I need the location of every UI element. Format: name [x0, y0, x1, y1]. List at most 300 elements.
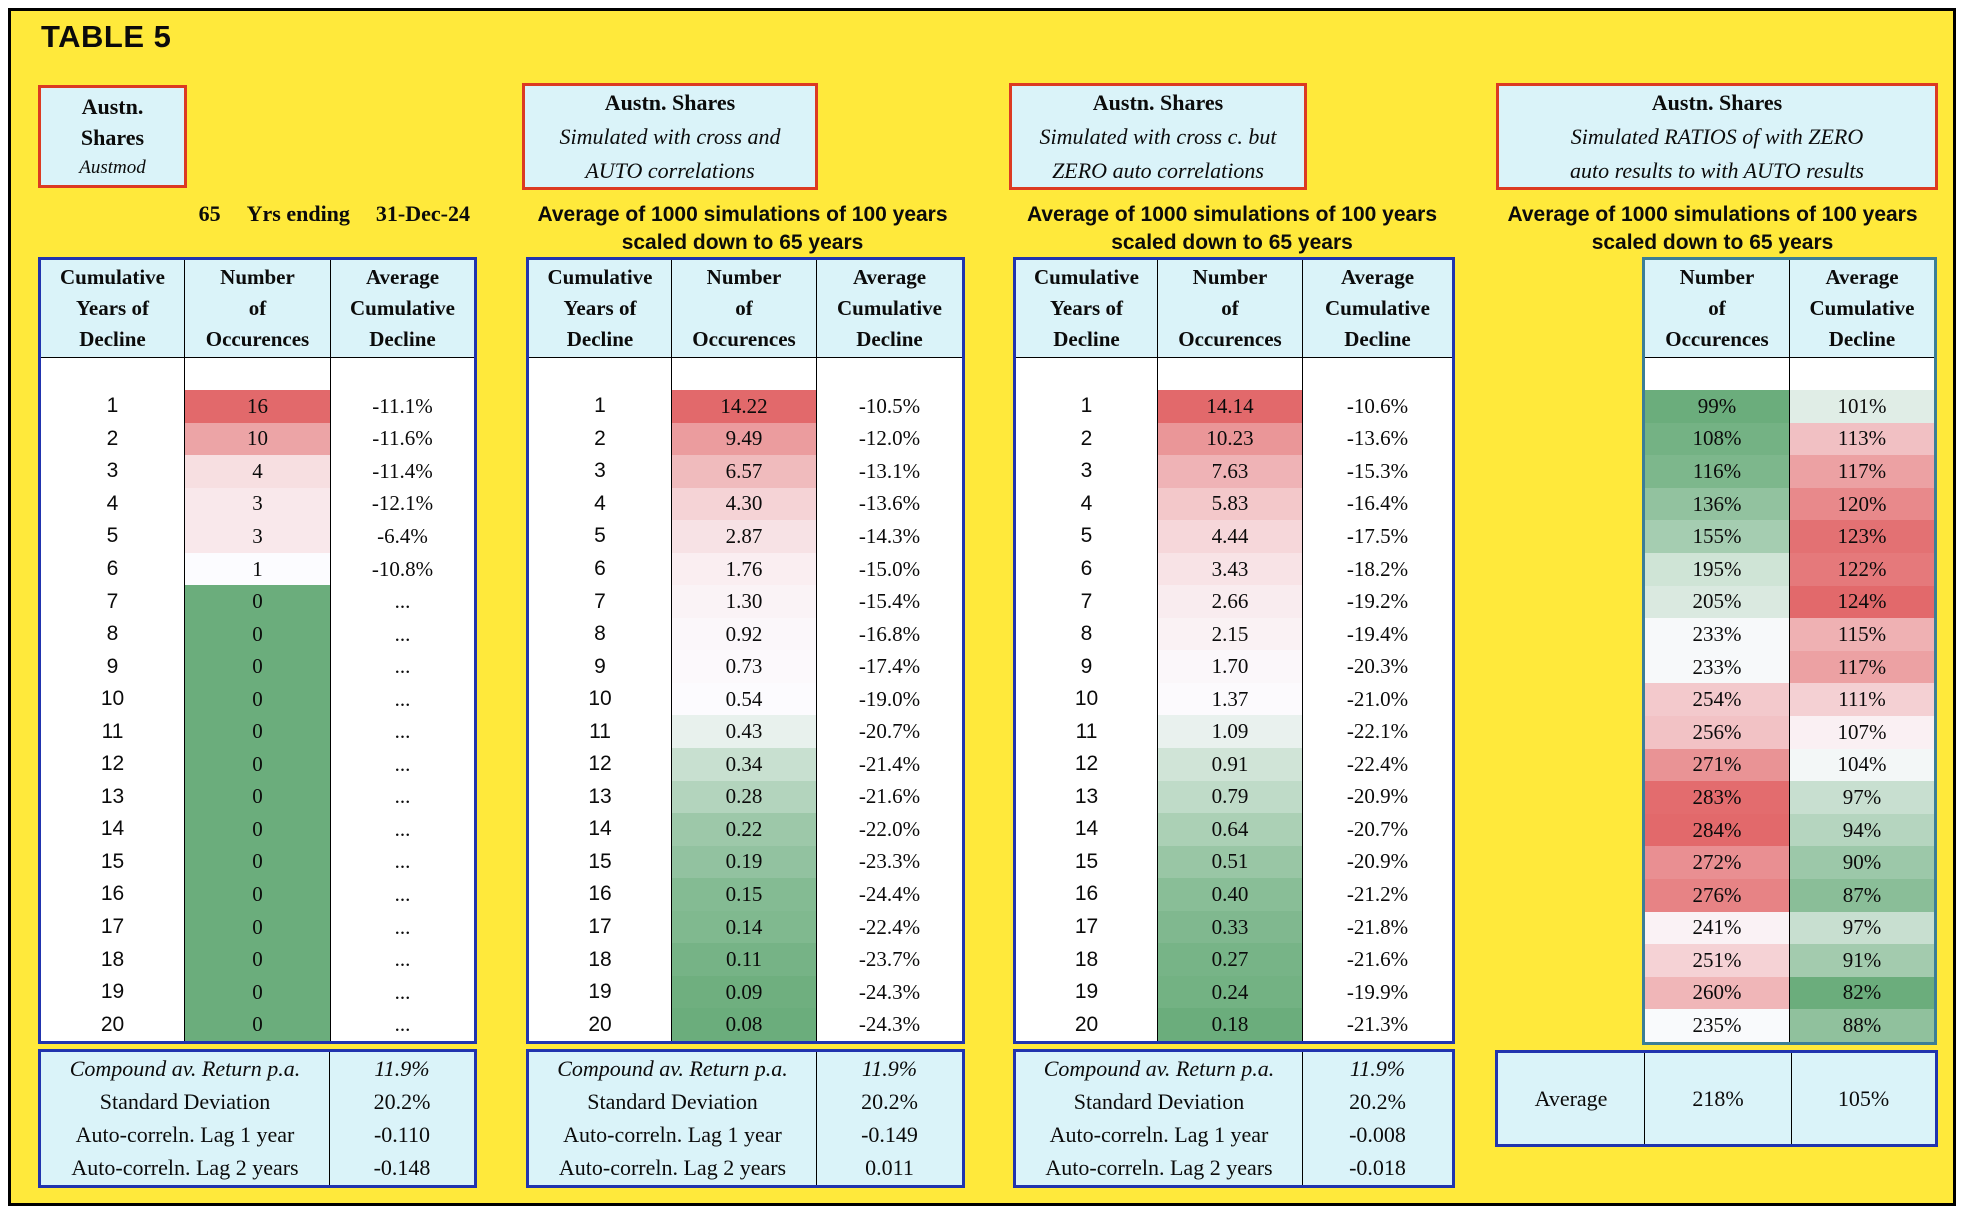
- cell-year[interactable]: 1: [41, 390, 185, 423]
- column-header[interactable]: [185, 260, 331, 357]
- cell-year[interactable]: 2: [41, 423, 185, 456]
- footer-value-cell[interactable]: -0.008: [1349, 1122, 1406, 1148]
- cell-occurrences[interactable]: 0.34: [672, 748, 817, 781]
- cell-decline[interactable]: -13.6%: [1346, 426, 1409, 451]
- cell-year[interactable]: 12: [529, 748, 672, 781]
- cell-occurrences[interactable]: 0.27: [1158, 943, 1303, 976]
- cell-year[interactable]: 1: [1016, 390, 1158, 423]
- cell-decline[interactable]: 94%: [1790, 814, 1934, 847]
- table-row: [1645, 749, 1934, 782]
- cell-year[interactable]: 10: [1016, 683, 1158, 716]
- cell-occurrences[interactable]: 4.44: [1158, 520, 1303, 553]
- blank-cell[interactable]: [672, 358, 817, 390]
- cell-decline[interactable]: -15.4%: [858, 589, 921, 614]
- cell-decline[interactable]: ...: [394, 751, 411, 776]
- blank-cell[interactable]: [185, 358, 331, 390]
- cell-decline[interactable]: ...: [394, 654, 411, 679]
- cell-year[interactable]: 10: [41, 683, 185, 716]
- cell-year[interactable]: 13: [1016, 781, 1158, 814]
- cell-year[interactable]: 16: [1016, 878, 1158, 911]
- cell-occurrences[interactable]: 0.11: [672, 943, 817, 976]
- cell-year[interactable]: 19: [1016, 976, 1158, 1009]
- cell-year[interactable]: 10: [529, 683, 672, 716]
- cell-year[interactable]: 17: [529, 911, 672, 944]
- cell-decline[interactable]: 111%: [1790, 683, 1934, 716]
- cell-occurrences[interactable]: 0: [185, 585, 331, 618]
- cell-occurrences[interactable]: 4: [185, 455, 331, 488]
- table-row: [1645, 488, 1934, 521]
- cell-year[interactable]: 14: [529, 813, 672, 846]
- cell-occurrences[interactable]: 233%: [1645, 651, 1790, 684]
- cell-occurrences[interactable]: 1.70: [1158, 650, 1303, 683]
- cell-occurrences[interactable]: 1.37: [1158, 683, 1303, 716]
- footer-label-cell[interactable]: Auto-correln. Lag 2 years: [529, 1152, 817, 1185]
- cell-occurrences[interactable]: 233%: [1645, 618, 1790, 651]
- cell-occurrences[interactable]: 0.64: [1158, 813, 1303, 846]
- column-header-line: Average: [852, 265, 927, 289]
- footer-value-cell[interactable]: -0.110: [373, 1122, 430, 1148]
- cell-decline[interactable]: -24.4%: [858, 881, 921, 906]
- cell-occurrences[interactable]: 283%: [1645, 781, 1790, 814]
- column-header[interactable]: [672, 260, 817, 357]
- footer-label-cell[interactable]: Auto-correln. Lag 1 year: [41, 1119, 330, 1152]
- cell-decline[interactable]: 115%: [1790, 618, 1934, 651]
- cell-occurrences[interactable]: 14.14: [1158, 390, 1303, 423]
- footer-label-cell[interactable]: Auto-correln. Lag 2 years: [41, 1152, 330, 1185]
- cell-decline[interactable]: -10.8%: [371, 556, 434, 581]
- cell-year[interactable]: 8: [41, 618, 185, 651]
- table-row: [1016, 455, 1452, 488]
- cell-decline[interactable]: 124%: [1790, 586, 1934, 619]
- cell-occurrences[interactable]: 0: [185, 781, 331, 814]
- cell-year[interactable]: 11: [41, 715, 185, 748]
- cell-year[interactable]: 7: [41, 585, 185, 618]
- subtitle-line: Average of 1000 simulations of 100 years: [1026, 203, 1438, 226]
- cell-decline[interactable]: -20.9%: [1346, 849, 1409, 874]
- table-row: [1016, 1008, 1452, 1041]
- cell-decline[interactable]: -20.7%: [858, 719, 921, 744]
- table-row: [529, 878, 962, 911]
- cell-year[interactable]: 4: [529, 488, 672, 521]
- cell-occurrences[interactable]: 3: [185, 520, 331, 553]
- cell-decline[interactable]: -21.6%: [1346, 947, 1409, 972]
- footer-label-cell[interactable]: Auto-correln. Lag 1 year: [1016, 1119, 1303, 1152]
- cell-year[interactable]: 5: [529, 520, 672, 553]
- cell-occurrences[interactable]: 5.83: [1158, 488, 1303, 521]
- cell-occurrences[interactable]: 108%: [1645, 423, 1790, 456]
- footer-value-cell[interactable]: -0.018: [1349, 1155, 1406, 1181]
- cell-occurrences[interactable]: 0: [185, 683, 331, 716]
- footer-label-cell[interactable]: Average: [1498, 1053, 1645, 1144]
- footer-label-cell[interactable]: Standard Deviation: [529, 1085, 817, 1118]
- panel-title-line: Austn. Shares: [604, 89, 736, 115]
- cell-decline[interactable]: 120%: [1790, 488, 1934, 521]
- cell-year[interactable]: 20: [1016, 1008, 1158, 1041]
- cell-year[interactable]: 3: [529, 455, 672, 488]
- column-header[interactable]: [529, 260, 672, 357]
- cell-year[interactable]: 5: [41, 520, 185, 553]
- cell-year[interactable]: 12: [1016, 748, 1158, 781]
- cell-decline[interactable]: -22.1%: [1346, 719, 1409, 744]
- cell-decline[interactable]: -12.0%: [858, 426, 921, 451]
- footer-value-cell[interactable]: 11.9%: [374, 1055, 430, 1081]
- blank-cell[interactable]: [331, 358, 474, 390]
- footer-value-cell[interactable]: -0.148: [373, 1155, 431, 1181]
- cell-decline[interactable]: -15.3%: [1346, 458, 1409, 483]
- cell-decline[interactable]: 117%: [1790, 651, 1934, 684]
- cell-decline[interactable]: -24.3%: [858, 1012, 921, 1037]
- cell-occurrences[interactable]: 4.30: [672, 488, 817, 521]
- cell-occurrences[interactable]: 0.08: [672, 1008, 817, 1041]
- cell-decline[interactable]: 101%: [1790, 390, 1934, 423]
- cell-year[interactable]: 13: [41, 781, 185, 814]
- cell-occurrences[interactable]: 0: [185, 650, 331, 683]
- cell-occurrences[interactable]: 0.28: [672, 781, 817, 814]
- cell-occurrences[interactable]: 241%: [1645, 912, 1790, 945]
- cell-occurrences[interactable]: 235%: [1645, 1009, 1790, 1042]
- cell-year[interactable]: 13: [529, 781, 672, 814]
- blank-cell[interactable]: [1303, 358, 1452, 390]
- cell-decline[interactable]: -10.5%: [858, 393, 921, 418]
- column-header-line: Average: [1825, 265, 1899, 289]
- footer-value-cell[interactable]: 11.9%: [1349, 1055, 1406, 1081]
- cell-decline[interactable]: 88%: [1790, 1009, 1934, 1042]
- footer-value-cell[interactable]: 0.011: [865, 1155, 914, 1181]
- panel-title-box-ratios[interactable]: [1496, 83, 1938, 190]
- table-row: [529, 781, 962, 814]
- blank-cell[interactable]: [1158, 358, 1303, 390]
- footer-label-cell[interactable]: Auto-correln. Lag 1 year: [529, 1119, 817, 1152]
- cell-occurrences[interactable]: 0.18: [1158, 1008, 1303, 1041]
- cell-decline[interactable]: 123%: [1790, 520, 1934, 553]
- cell-occurrences[interactable]: 6.57: [672, 455, 817, 488]
- footer-row: [41, 1052, 474, 1085]
- table-row: [41, 748, 474, 781]
- cell-decline[interactable]: -21.2%: [1346, 881, 1409, 906]
- cell-decline[interactable]: ...: [394, 686, 411, 711]
- footer-label-cell[interactable]: Standard Deviation: [1016, 1085, 1303, 1118]
- panel-title-box-zero[interactable]: [1009, 83, 1307, 190]
- footer-row: [41, 1152, 474, 1185]
- cell-occurrences[interactable]: 136%: [1645, 488, 1790, 521]
- column-header-line: Decline: [1344, 327, 1411, 351]
- cell-year[interactable]: 15: [529, 846, 672, 879]
- cell-decline[interactable]: -22.4%: [1346, 751, 1409, 776]
- footer-label-cell[interactable]: Compound av. Return p.a.: [41, 1052, 330, 1085]
- column-header[interactable]: [817, 260, 962, 357]
- cell-year[interactable]: 15: [1016, 846, 1158, 879]
- cell-occurrences[interactable]: 0: [185, 748, 331, 781]
- cell-occurrences[interactable]: 1: [185, 553, 331, 586]
- cell-decline[interactable]: 107%: [1790, 716, 1934, 749]
- cell-occurrences[interactable]: 0: [185, 715, 331, 748]
- cell-occurrences[interactable]: 260%: [1645, 977, 1790, 1010]
- cell-occurrences[interactable]: 3.43: [1158, 553, 1303, 586]
- cell-decline[interactable]: -11.4%: [372, 458, 433, 483]
- cell-occurrences[interactable]: 0: [185, 813, 331, 846]
- cell-year[interactable]: 7: [529, 585, 672, 618]
- panel-title-box-auto[interactable]: [522, 83, 818, 190]
- cell-occurrences[interactable]: 14.22: [672, 390, 817, 423]
- cell-occurrences[interactable]: 0: [185, 878, 331, 911]
- cell-occurrences[interactable]: 9.49: [672, 423, 817, 456]
- column-header[interactable]: [1790, 260, 1934, 357]
- cell-occurrences[interactable]: 0.22: [672, 813, 817, 846]
- cell-decline[interactable]: ...: [394, 589, 411, 614]
- column-header-line: of: [248, 296, 267, 320]
- cell-year[interactable]: 3: [41, 455, 185, 488]
- cell-occurrences[interactable]: 0: [185, 943, 331, 976]
- cell-occurrences[interactable]: 195%: [1645, 553, 1790, 586]
- cell-year[interactable]: 20: [41, 1008, 185, 1041]
- cell-occurrences[interactable]: 256%: [1645, 716, 1790, 749]
- cell-year[interactable]: 20: [529, 1008, 672, 1041]
- cell-decline[interactable]: 104%: [1790, 749, 1934, 782]
- blank-cell[interactable]: [529, 358, 672, 390]
- cell-decline[interactable]: -10.6%: [1346, 393, 1409, 418]
- table-row: [1645, 683, 1934, 716]
- cell-decline[interactable]: -12.1%: [371, 491, 434, 516]
- cell-decline[interactable]: -16.4%: [1346, 491, 1409, 516]
- cell-decline[interactable]: -6.4%: [377, 523, 428, 548]
- cell-decline[interactable]: ...: [394, 947, 411, 972]
- cell-occurrences[interactable]: 0.54: [672, 683, 817, 716]
- cell-year[interactable]: 4: [41, 488, 185, 521]
- footer-value-cell[interactable]: 20.2%: [1349, 1088, 1406, 1114]
- cell-occurrences[interactable]: 10.23: [1158, 423, 1303, 456]
- cell-year[interactable]: 14: [41, 813, 185, 846]
- cell-occurrences[interactable]: 272%: [1645, 846, 1790, 879]
- cell-year[interactable]: 9: [1016, 650, 1158, 683]
- blank-cell[interactable]: [1645, 358, 1790, 390]
- cell-occurrences[interactable]: 0: [185, 976, 331, 1009]
- cell-year[interactable]: 11: [529, 715, 672, 748]
- cell-year[interactable]: 18: [529, 943, 672, 976]
- cell-decline[interactable]: 97%: [1790, 781, 1934, 814]
- cell-occurrences[interactable]: 0.51: [1158, 846, 1303, 879]
- cell-decline[interactable]: -20.9%: [1346, 784, 1409, 809]
- cell-decline[interactable]: -18.2%: [1346, 556, 1409, 581]
- cell-year[interactable]: 17: [41, 911, 185, 944]
- cell-decline[interactable]: ...: [394, 816, 411, 841]
- cell-occurrences[interactable]: 0: [185, 1008, 331, 1041]
- cell-decline[interactable]: 117%: [1790, 455, 1934, 488]
- cell-decline[interactable]: 122%: [1790, 553, 1934, 586]
- cell-occurrences[interactable]: 0.73: [672, 650, 817, 683]
- cell-occurrences[interactable]: 0.14: [672, 911, 817, 944]
- cell-year[interactable]: 14: [1016, 813, 1158, 846]
- cell-occurrences[interactable]: 271%: [1645, 749, 1790, 782]
- cell-decline[interactable]: -21.6%: [858, 784, 921, 809]
- cell-occurrences[interactable]: 0: [185, 618, 331, 651]
- table-row: [1016, 748, 1452, 781]
- cell-year[interactable]: 18: [1016, 943, 1158, 976]
- cell-decline[interactable]: -17.5%: [1346, 523, 1409, 548]
- footer-value-cell[interactable]: -0.149: [861, 1122, 918, 1148]
- cell-decline[interactable]: 97%: [1790, 912, 1934, 945]
- table-row: [529, 1008, 962, 1041]
- cell-decline[interactable]: -14.3%: [858, 523, 921, 548]
- cell-occurrences[interactable]: 276%: [1645, 879, 1790, 912]
- end-date: 31-Dec-24: [375, 201, 470, 226]
- cell-year[interactable]: 9: [529, 650, 672, 683]
- cell-year[interactable]: 6: [529, 553, 672, 586]
- cell-year[interactable]: 9: [41, 650, 185, 683]
- blank-row: [41, 358, 474, 390]
- cell-occurrences[interactable]: 16: [185, 390, 331, 423]
- cell-decline[interactable]: -17.4%: [858, 654, 921, 679]
- cell-year[interactable]: 16: [529, 878, 672, 911]
- cell-occurrences[interactable]: 0.24: [1158, 976, 1303, 1009]
- footer-value-cell[interactable]: 20.2%: [861, 1088, 918, 1114]
- cell-decline[interactable]: ...: [394, 849, 411, 874]
- cell-year[interactable]: 4: [1016, 488, 1158, 521]
- table-row: [41, 683, 474, 716]
- cell-year[interactable]: 6: [1016, 553, 1158, 586]
- cell-occurrences[interactable]: 0.40: [1158, 878, 1303, 911]
- cell-decline[interactable]: ...: [394, 881, 411, 906]
- cell-occurrences[interactable]: 99%: [1645, 390, 1790, 423]
- cell-occurrences[interactable]: 284%: [1645, 814, 1790, 847]
- cell-occurrences[interactable]: 254%: [1645, 683, 1790, 716]
- cell-year[interactable]: 19: [529, 976, 672, 1009]
- cell-year[interactable]: 6: [41, 553, 185, 586]
- cell-occurrences[interactable]: 251%: [1645, 944, 1790, 977]
- cell-decline[interactable]: -21.4%: [858, 751, 921, 776]
- cell-occurrences[interactable]: 1.09: [1158, 715, 1303, 748]
- cell-year[interactable]: 18: [41, 943, 185, 976]
- cell-decline[interactable]: -21.0%: [1346, 686, 1409, 711]
- cell-decline[interactable]: -13.6%: [858, 491, 921, 516]
- cell-decline[interactable]: ...: [394, 914, 411, 939]
- cell-occurrences[interactable]: 3: [185, 488, 331, 521]
- cell-year[interactable]: 2: [529, 423, 672, 456]
- cell-decline[interactable]: -19.4%: [1346, 621, 1409, 646]
- cell-year[interactable]: 17: [1016, 911, 1158, 944]
- cell-decline[interactable]: -20.3%: [1346, 654, 1409, 679]
- column-header[interactable]: [1303, 260, 1452, 357]
- cell-decline[interactable]: -22.4%: [858, 914, 921, 939]
- cell-year[interactable]: 15: [41, 846, 185, 879]
- cell-decline[interactable]: ...: [394, 784, 411, 809]
- cell-occurrences[interactable]: 10: [185, 423, 331, 456]
- cell-occurrences[interactable]: 0.15: [672, 878, 817, 911]
- column-header[interactable]: [1158, 260, 1303, 357]
- blank-cell[interactable]: [817, 358, 962, 390]
- cell-occurrences[interactable]: 0.19: [672, 846, 817, 879]
- cell-occurrences[interactable]: 0: [185, 911, 331, 944]
- cell-occurrences[interactable]: 0.91: [1158, 748, 1303, 781]
- cell-decline[interactable]: ...: [394, 621, 411, 646]
- cell-decline[interactable]: -11.1%: [372, 393, 433, 418]
- cell-decline[interactable]: -19.9%: [1346, 979, 1409, 1004]
- cell-decline[interactable]: 87%: [1790, 879, 1934, 912]
- cell-decline[interactable]: -11.6%: [372, 426, 433, 451]
- cell-decline[interactable]: -24.3%: [858, 979, 921, 1004]
- footer-value-cell[interactable]: 20.2%: [373, 1088, 431, 1114]
- cell-occurrences[interactable]: 2.66: [1158, 585, 1303, 618]
- cell-decline[interactable]: -21.8%: [1346, 914, 1409, 939]
- panel-title-box-historical[interactable]: [38, 85, 187, 188]
- blank-cell[interactable]: [1016, 358, 1158, 390]
- footer-value-cell[interactable]: 218%: [1645, 1053, 1792, 1144]
- cell-decline[interactable]: -23.3%: [858, 849, 921, 874]
- cell-decline[interactable]: -20.7%: [1346, 816, 1409, 841]
- spreadsheet-area: [8, 8, 1956, 1206]
- blank-cell[interactable]: [41, 358, 185, 390]
- footer-label-cell[interactable]: Auto-correln. Lag 2 years: [1016, 1152, 1303, 1185]
- footer-label-cell[interactable]: Standard Deviation: [41, 1085, 330, 1118]
- cell-year[interactable]: 16: [41, 878, 185, 911]
- cell-occurrences[interactable]: 0.43: [672, 715, 817, 748]
- table-row: [1016, 585, 1452, 618]
- cell-year[interactable]: 7: [1016, 585, 1158, 618]
- column-header[interactable]: [331, 260, 474, 357]
- cell-year[interactable]: 12: [41, 748, 185, 781]
- cell-occurrences[interactable]: 116%: [1645, 455, 1790, 488]
- footer-value-cell[interactable]: 11.9%: [861, 1055, 918, 1081]
- cell-year[interactable]: 2: [1016, 423, 1158, 456]
- footer-value-cell[interactable]: 105%: [1837, 1085, 1890, 1111]
- cell-occurrences[interactable]: 2.15: [1158, 618, 1303, 651]
- cell-occurrences[interactable]: 0.33: [1158, 911, 1303, 944]
- cell-occurrences[interactable]: 2.87: [672, 520, 817, 553]
- table-row: [1016, 976, 1452, 1009]
- cell-decline[interactable]: 91%: [1790, 944, 1934, 977]
- footer-label-cell[interactable]: Compound av. Return p.a.: [529, 1052, 817, 1085]
- column-header[interactable]: [1645, 260, 1790, 357]
- cell-occurrences[interactable]: 0.79: [1158, 781, 1303, 814]
- cell-year[interactable]: 8: [1016, 618, 1158, 651]
- table-row: [41, 943, 474, 976]
- cell-decline[interactable]: ...: [394, 1012, 411, 1037]
- cell-decline[interactable]: -15.0%: [858, 556, 921, 581]
- blank-cell[interactable]: [1790, 358, 1934, 390]
- cell-decline[interactable]: 82%: [1790, 977, 1934, 1010]
- cell-decline[interactable]: ...: [394, 979, 411, 1004]
- cell-decline[interactable]: -16.8%: [858, 621, 921, 646]
- cell-occurrences[interactable]: 0.92: [672, 618, 817, 651]
- cell-decline[interactable]: 90%: [1790, 846, 1934, 879]
- cell-occurrences[interactable]: 1.76: [672, 553, 817, 586]
- cell-decline[interactable]: -13.1%: [858, 458, 921, 483]
- cell-occurrences[interactable]: 1.30: [672, 585, 817, 618]
- cell-occurrences[interactable]: 155%: [1645, 520, 1790, 553]
- cell-decline[interactable]: -19.2%: [1346, 589, 1409, 614]
- table-row: [1016, 911, 1452, 944]
- cell-occurrences[interactable]: 0: [185, 846, 331, 879]
- cell-decline[interactable]: -22.0%: [858, 816, 921, 841]
- column-header[interactable]: [1016, 260, 1158, 357]
- cell-year[interactable]: 19: [41, 976, 185, 1009]
- table-row: [1645, 846, 1934, 879]
- cell-occurrences[interactable]: 205%: [1645, 586, 1790, 619]
- column-header[interactable]: [41, 260, 185, 357]
- cell-decline[interactable]: -23.7%: [858, 947, 921, 972]
- cell-occurrences[interactable]: 7.63: [1158, 455, 1303, 488]
- cell-year[interactable]: 11: [1016, 715, 1158, 748]
- cell-decline[interactable]: ...: [394, 719, 411, 744]
- cell-year[interactable]: 8: [529, 618, 672, 651]
- cell-year[interactable]: 1: [529, 390, 672, 423]
- cell-year[interactable]: 3: [1016, 455, 1158, 488]
- cell-decline[interactable]: -19.0%: [858, 686, 921, 711]
- cell-decline[interactable]: 113%: [1790, 423, 1934, 456]
- footer-label-cell[interactable]: Compound av. Return p.a.: [1016, 1052, 1303, 1085]
- cell-decline[interactable]: -21.3%: [1346, 1012, 1409, 1037]
- cell-occurrences[interactable]: 0.09: [672, 976, 817, 1009]
- cell-year[interactable]: 5: [1016, 520, 1158, 553]
